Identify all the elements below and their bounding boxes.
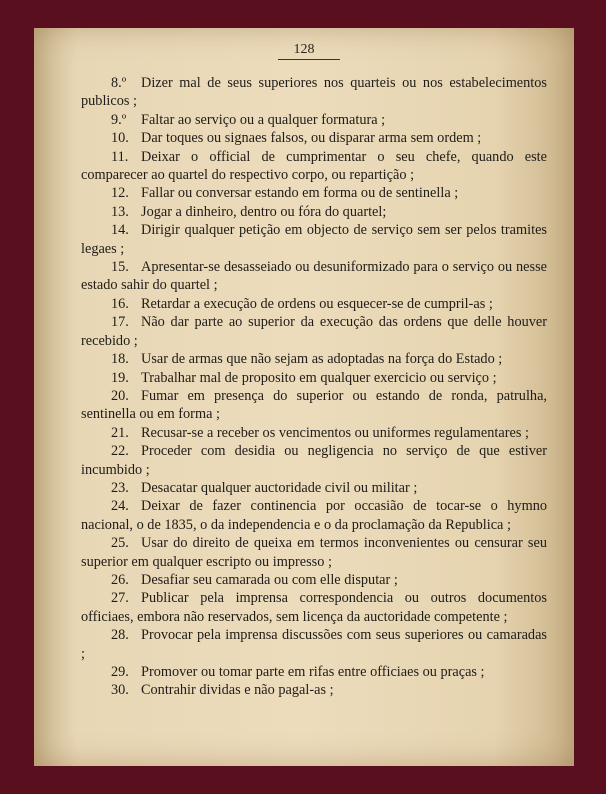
- item-text: Promover ou tomar parte em rifas entre officiaes ou praças ;: [141, 664, 485, 680]
- page-number: 128: [293, 42, 315, 57]
- item-number: 17.: [111, 314, 129, 331]
- item-number: 21.: [111, 424, 129, 441]
- regulation-list: [81, 74, 547, 700]
- item-number: 26.: [111, 571, 129, 588]
- book-page: [34, 28, 574, 766]
- item-text: Usar do direito de queixa em termos inconvenientes ou censurar seu superior em qualquer escripto ou impresso ;: [81, 535, 547, 570]
- list-item: [81, 681, 547, 699]
- list-item: [81, 497, 547, 534]
- item-number: 19.: [111, 369, 129, 386]
- item-number: 14.: [111, 222, 129, 239]
- item-number: 15.: [111, 259, 129, 276]
- list-item: [81, 350, 547, 368]
- item-text: Dizer mal de seus superiores nos quarteis ou nos estabelecimentos publicos ;: [81, 75, 547, 110]
- item-text: Retardar a execução de ordens ou esquecer-se de cumpril-as ;: [141, 295, 493, 312]
- item-number: 29.: [111, 664, 129, 680]
- item-number: 25.: [111, 535, 129, 552]
- list-item: [81, 663, 547, 681]
- item-text: Contrahir dividas e não pagal-as ;: [141, 682, 334, 699]
- list-item: [81, 626, 547, 663]
- list-item: [81, 424, 547, 442]
- item-text: Deixar o official de cumprimentar o seu chefe, quando este comparecer ao quartel do respectivo corpo, ou repartição ;: [81, 148, 547, 184]
- item-number: 11.: [111, 148, 129, 165]
- item-number: 24.: [111, 498, 129, 515]
- list-item: [81, 295, 547, 313]
- list-item: [81, 203, 547, 221]
- item-number: 12.: [111, 185, 129, 202]
- item-number: 16.: [111, 295, 129, 312]
- item-text: Dirigir qualquer petição em objecto de serviço sem ser pelos tramites legaes ;: [81, 222, 547, 257]
- item-text: Fumar em presença do superior ou estando de ronda, patrulha, sentinella ou em forma ;: [81, 387, 547, 423]
- page-number-rule: [278, 59, 340, 60]
- list-item: [81, 571, 547, 589]
- item-text: Deixar de fazer continencia por occasião de tocar-se o hymno nacional, o de 1835, o da independencia e o da proclamação da Republica ;: [81, 498, 547, 533]
- item-number: 8.º: [111, 75, 127, 91]
- item-number: 23.: [111, 479, 129, 496]
- list-item: [81, 184, 547, 202]
- item-text: Dar toques ou signaes falsos, ou disparar arma sem ordem ;: [141, 130, 482, 147]
- list-item: [81, 313, 547, 350]
- item-text: Faltar ao serviço ou a qualquer formatura ;: [141, 111, 386, 128]
- item-text: Jogar a dinheiro, dentro ou fóra do quartel;: [141, 203, 387, 220]
- item-text: Desacatar qualquer auctoridade civil ou militar ;: [141, 479, 418, 496]
- item-text: Não dar parte ao superior da execução das ordens que delle houver recebido ;: [81, 314, 547, 349]
- item-text: Publicar pela imprensa correspondencia ou outros documentos officiaes, embora não reservados, sem licença da auctoridade competente ;: [81, 590, 547, 625]
- item-text: Usar de armas que não sejam as adoptadas na força do Estado ;: [141, 351, 503, 368]
- item-number: 27.: [111, 590, 129, 607]
- list-item: [81, 387, 547, 424]
- item-text: Trabalhar mal de proposito em qualquer exercicio ou serviço ;: [141, 369, 497, 386]
- item-number: 9.º: [111, 111, 127, 128]
- item-number: 22.: [111, 443, 129, 460]
- list-item: [81, 534, 547, 571]
- list-item: [81, 479, 547, 497]
- item-number: 13.: [111, 203, 129, 220]
- item-text: Recusar-se a receber os vencimentos ou uniformes regulamentares ;: [141, 424, 529, 441]
- list-item: [81, 369, 547, 387]
- item-text: Fallar ou conversar estando em forma ou de sentinella ;: [141, 185, 459, 202]
- item-number: 30.: [111, 682, 129, 699]
- list-item: [81, 258, 547, 295]
- list-item: [81, 442, 547, 479]
- list-item: [81, 74, 547, 111]
- list-item: [81, 111, 547, 129]
- item-number: 28.: [111, 627, 129, 644]
- item-text: Provocar pela imprensa discussões com seus superiores ou camaradas ;: [81, 627, 547, 662]
- item-text: Proceder com desidia ou negligencia no serviço de que estiver incumbido ;: [81, 443, 547, 478]
- item-text: Desafiar seu camarada ou com elle disputar ;: [141, 571, 398, 588]
- list-item: [81, 129, 547, 147]
- list-item: [81, 148, 547, 185]
- item-text: Apresentar-se desasseiado ou desuniformizado para o serviço ou nesse estado sahir do quartel ;: [81, 259, 547, 294]
- list-item: [81, 221, 547, 258]
- item-number: 20.: [111, 387, 129, 404]
- item-number: 10.: [111, 130, 129, 147]
- list-item: [81, 589, 547, 626]
- item-number: 18.: [111, 351, 129, 368]
